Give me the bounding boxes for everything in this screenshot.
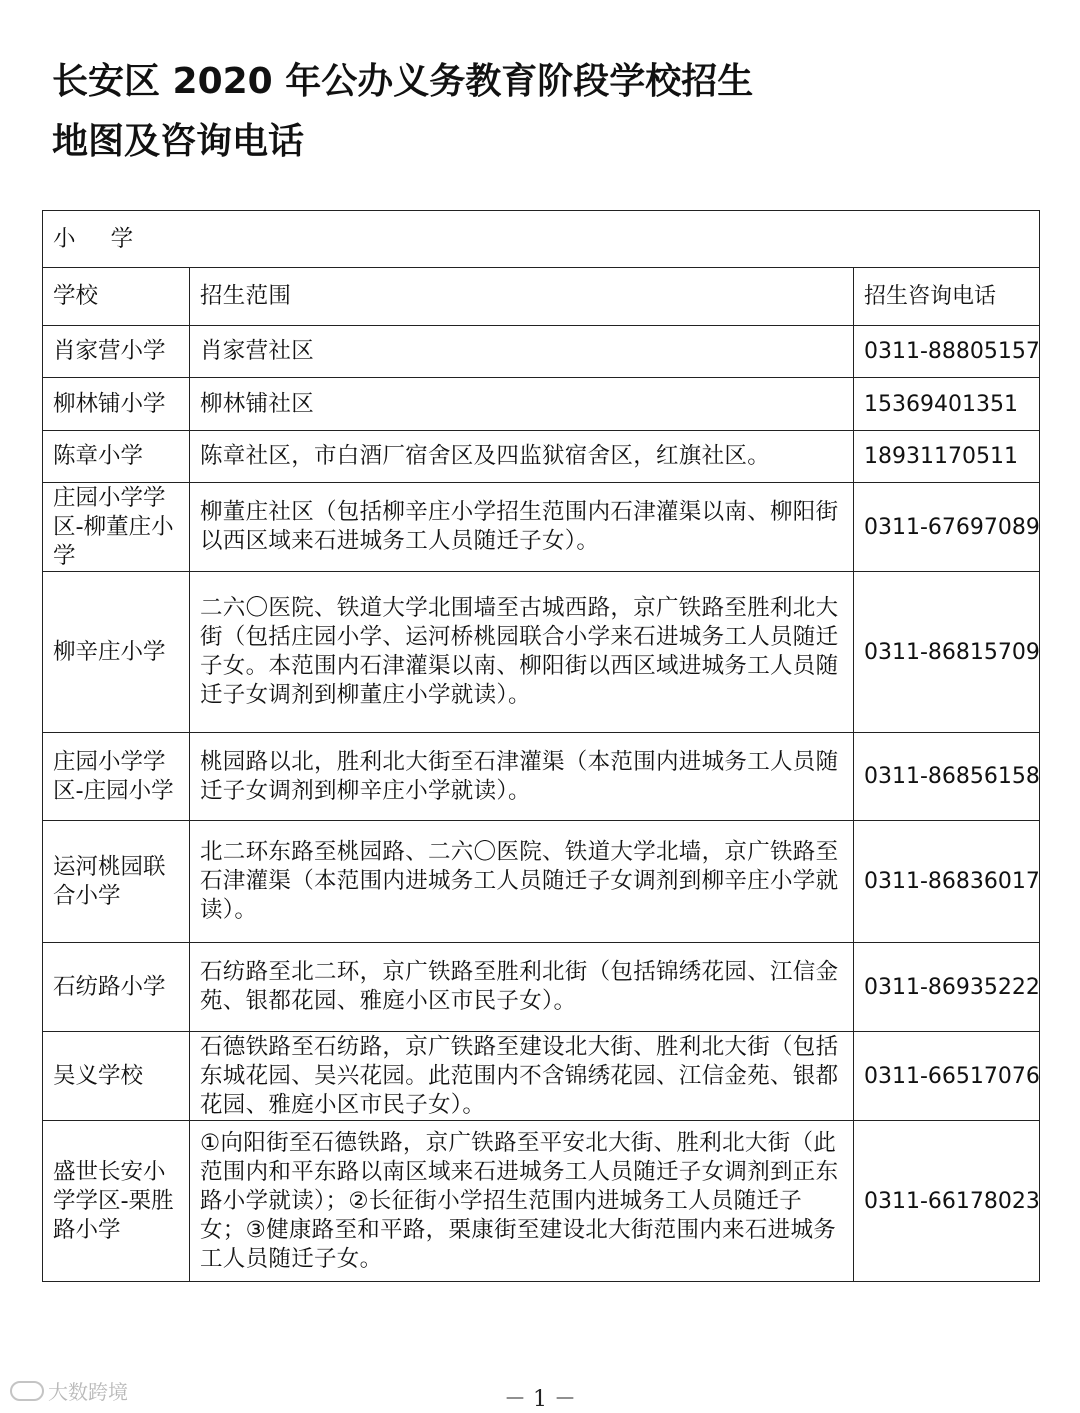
school-cell: 盛世长安小学学区-栗胜路小学 xyxy=(43,1121,190,1282)
table-row xyxy=(43,378,1040,431)
range-cell: 石德铁路至石纺路，京广铁路至建设北大街、胜利北大街（包括东城花园、吴兴花园。此范围内不含锦绣花园、江信金苑、银都花园、雅庭小区市民子女）。 xyxy=(190,1032,854,1121)
table-row xyxy=(43,1121,1040,1282)
school-cell: 柳辛庄小学 xyxy=(43,572,190,733)
header-range: 招生范围 xyxy=(190,268,854,326)
school-cell: 肖家营小学 xyxy=(43,326,190,378)
table-row xyxy=(43,1032,1040,1121)
school-cell: 庄园小学学区-柳董庄小学 xyxy=(43,483,190,572)
page-number: － 1 － xyxy=(504,1387,576,1412)
range-cell: 二六〇医院、铁道大学北围墙至古城西路，京广铁路至胜利北大街（包括庄园小学、运河桥桃园联合小学来石进城务工人员随迁子女。本范围内石津灌渠以南、柳阳街以西区域进城务工人员随迁子女调剂到柳董庄小学就读）。 xyxy=(190,572,854,733)
document-title xyxy=(52,52,1012,172)
phone-cell: 0311-66178023 xyxy=(854,1121,1040,1282)
range-cell: 柳董庄社区（包括柳辛庄小学招生范围内石津灌渠以南、柳阳街以西区域来石进城务工人员随迁子女）。 xyxy=(190,483,854,572)
school-cell: 柳林铺小学 xyxy=(43,378,190,431)
range-cell: 陈章社区，市白酒厂宿舍区及四监狱宿舍区，红旗社区。 xyxy=(190,431,854,483)
phone-cell: 0311-86815709 xyxy=(854,572,1040,733)
phone-cell: 0311-86935222 xyxy=(854,943,1040,1032)
phone-cell: 15369401351 xyxy=(854,378,1040,431)
title-line-2: 地图及咨询电话 xyxy=(52,121,305,162)
range-cell: 肖家营社区 xyxy=(190,326,854,378)
header-school: 学校 xyxy=(43,268,190,326)
range-cell: 柳林铺社区 xyxy=(190,378,854,431)
school-cell: 吴义学校 xyxy=(43,1032,190,1121)
enrollment-table xyxy=(42,210,1040,1282)
range-cell: 北二环东路至桃园路、二六〇医院、铁道大学北墙，京广铁路至石津灌渠（本范围内进城务工人员随迁子女调剂到柳辛庄小学就读）。 xyxy=(190,821,854,943)
table-row xyxy=(43,431,1040,483)
phone-cell: 0311-86836017 xyxy=(854,821,1040,943)
range-cell: 石纺路至北二环，京广铁路至胜利北街（包括锦绣花园、江信金苑、银都花园、雅庭小区市民子女）。 xyxy=(190,943,854,1032)
range-cell: 桃园路以北，胜利北大街至石津灌渠（本范围内进城务工人员随迁子女调剂到柳辛庄小学就读）。 xyxy=(190,733,854,821)
school-cell: 石纺路小学 xyxy=(43,943,190,1032)
section-row xyxy=(43,211,1040,268)
watermark-label: 大数跨境 xyxy=(48,1380,128,1404)
header-row xyxy=(43,268,1040,326)
phone-cell: 0311-67697089 xyxy=(854,483,1040,572)
phone-cell: 0311-86856158 xyxy=(854,733,1040,821)
school-cell: 运河桃园联合小学 xyxy=(43,821,190,943)
table-row xyxy=(43,943,1040,1032)
phone-cell: 0311-88805157 xyxy=(854,326,1040,378)
table-row xyxy=(43,733,1040,821)
table-row xyxy=(43,572,1040,733)
range-cell: ①向阳街至石德铁路，京广铁路至平安北大街、胜利北大街（此范围内和平东路以南区域来石进城务工人员随迁子女调剂到正东路小学就读）；②长征街小学招生范围内进城务工人员随迁子女；③健康路至和平路，栗康街至建设北大街范围内来石进城务工人员随迁子女。 xyxy=(190,1121,854,1282)
table-row xyxy=(43,483,1040,572)
section-label: 小 学 xyxy=(43,211,1040,268)
school-cell: 庄园小学学区-庄园小学 xyxy=(43,733,190,821)
school-cell: 陈章小学 xyxy=(43,431,190,483)
table-row xyxy=(43,821,1040,943)
phone-cell: 18931170511 xyxy=(854,431,1040,483)
header-phone: 招生咨询电话 xyxy=(854,268,1040,326)
table-row xyxy=(43,326,1040,378)
phone-cell: 0311-66517076 xyxy=(854,1032,1040,1121)
title-line-1: 长安区 2020 年公办义务教育阶段学校招生 xyxy=(52,61,754,102)
